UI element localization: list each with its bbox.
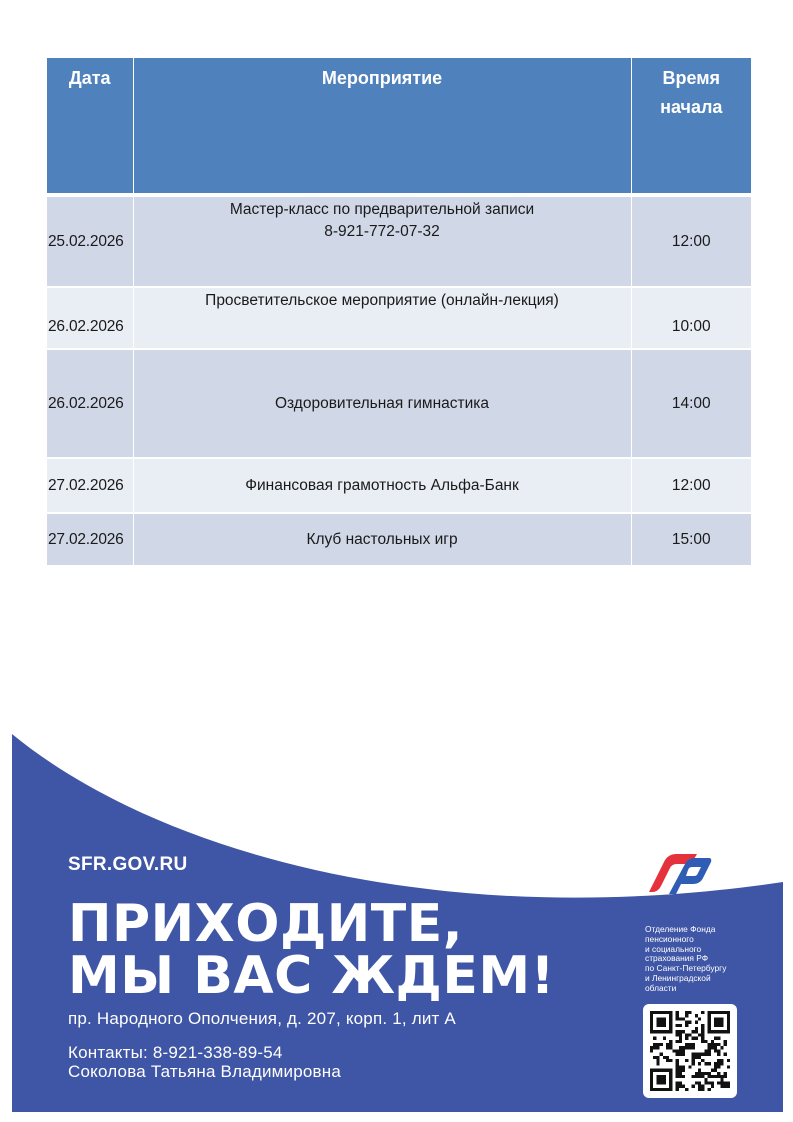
row-time: 14:00 xyxy=(631,349,751,458)
headline-line2: МЫ ВАС ЖДЕМ! xyxy=(68,946,555,1006)
org-line: страхования РФ xyxy=(645,953,709,964)
contacts-phone: Контакты: 8-921-338-89-54 xyxy=(68,1043,283,1062)
row-time: 15:00 xyxy=(631,513,751,566)
row-date: 26.02.2026 xyxy=(47,287,133,349)
row-date: 27.02.2026 xyxy=(47,458,133,513)
row-date: 27.02.2026 xyxy=(47,513,133,566)
row-time: 12:00 xyxy=(631,458,751,513)
org-line: пенсионного xyxy=(645,933,694,944)
sfr-logo-icon xyxy=(645,852,713,896)
org-line: по Санкт-Петербургу xyxy=(645,963,727,974)
table-row xyxy=(47,287,751,349)
schedule-table xyxy=(47,58,751,567)
qr-code-icon[interactable] xyxy=(643,1004,737,1098)
organization-name xyxy=(645,925,765,994)
row-time: 10:00 xyxy=(631,287,751,349)
org-line: Отделение Фонда xyxy=(645,924,716,934)
row-event: Оздоровительная гимнастика xyxy=(133,349,631,458)
table-row xyxy=(47,349,751,458)
table-row xyxy=(47,195,751,287)
row-event: Клуб настольных игр xyxy=(133,513,631,566)
table-header-row xyxy=(47,58,751,195)
row-date: 26.02.2026 xyxy=(47,349,133,458)
row-event xyxy=(133,195,631,287)
header-time-line2: начала xyxy=(660,97,723,117)
row-event-phone: 8-921-772-07-32 xyxy=(324,223,440,240)
org-line: и Ленинградской xyxy=(645,972,711,983)
header-event: Мероприятие xyxy=(133,58,631,195)
header-date: Дата xyxy=(47,58,133,195)
contacts xyxy=(68,1043,341,1081)
contact-person: Соколова Татьяна Владимировна xyxy=(68,1062,342,1081)
header-time xyxy=(631,58,751,195)
row-event: Просветительское мероприятие (онлайн-лекция) xyxy=(133,287,631,349)
org-line: и социального xyxy=(645,943,702,954)
row-event: Финансовая грамотность Альфа-Банк xyxy=(133,458,631,513)
website-link[interactable]: SFR.GOV.RU xyxy=(68,854,188,875)
org-line: области xyxy=(645,982,677,993)
table-row xyxy=(47,513,751,566)
row-event-title: Мастер-класс по предварительной записи xyxy=(229,201,535,218)
header-time-line1: Время xyxy=(662,68,721,88)
address: пр. Народного Ополчения, д. 207, корп. 1, лит А xyxy=(68,1009,456,1028)
headline xyxy=(68,894,555,1006)
table-row xyxy=(47,458,751,513)
row-time: 12:00 xyxy=(631,195,751,287)
headline-line1: ПРИХОДИТЕ, xyxy=(68,894,464,954)
row-date: 25.02.2026 xyxy=(47,195,133,287)
